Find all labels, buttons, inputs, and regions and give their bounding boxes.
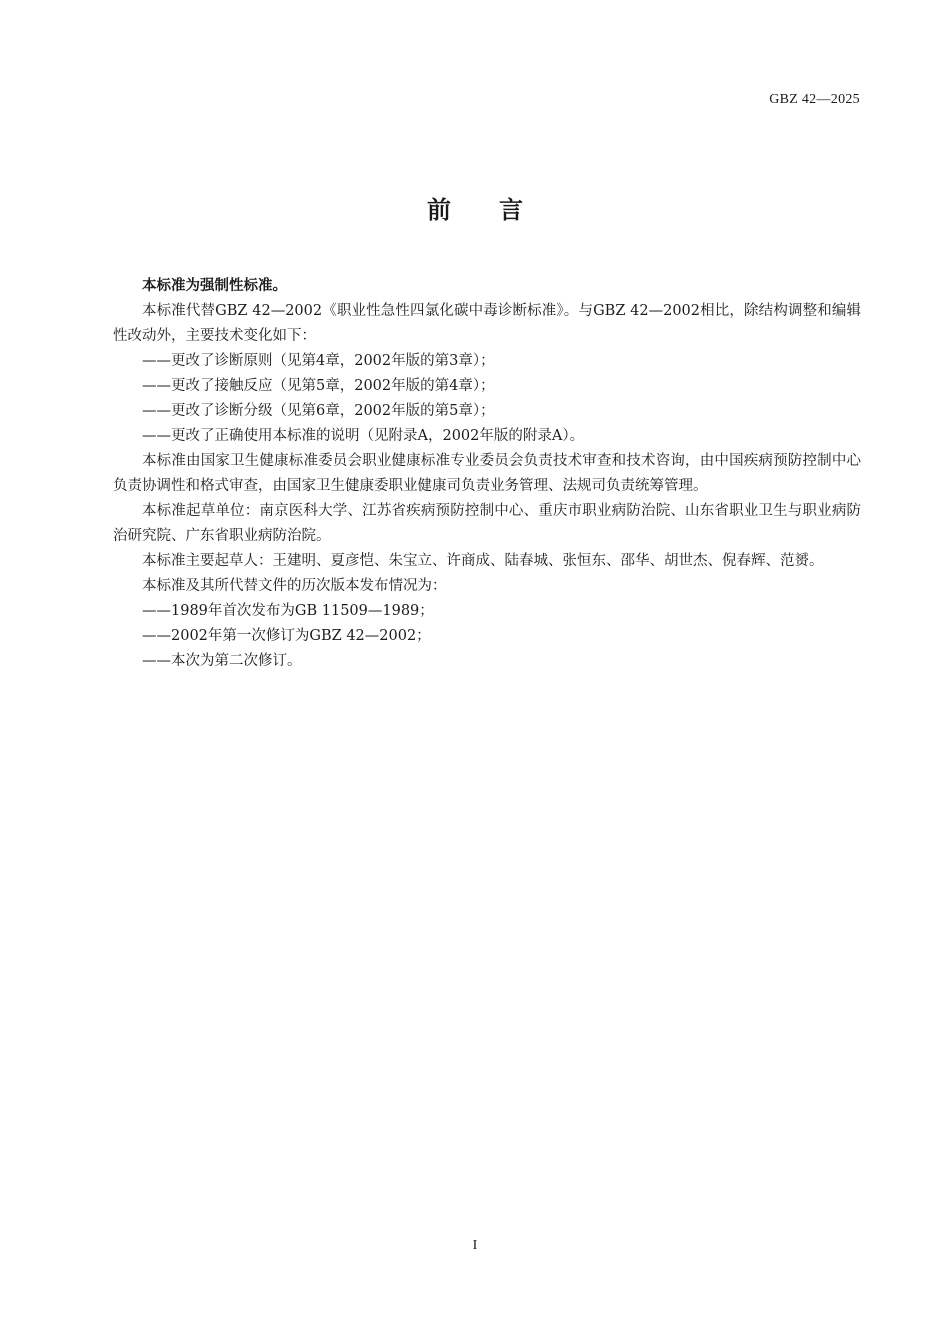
main-drafters: 本标准主要起草人：王建明、夏彦恺、朱宝立、许商成、陆春城、张恒东、邵华、胡世杰、倪春辉、范赟。	[142, 553, 824, 569]
change-item: ——更改了正确使用本标准的说明（见附录A，2002年版的附录A）。	[142, 428, 585, 444]
history-item: ——1989年首次发布为GB 11509—1989；	[142, 603, 434, 619]
standard-code: GBZ 42—2025	[769, 92, 860, 107]
drafting-units: 本标准起草单位：南京医科大学、江苏省疾病预防控制中心、重庆市职业病防治院、山东省职业卫生与职业病防治研究院、广东省职业病防治院。	[113, 503, 861, 544]
history-intro: 本标准及其所代替文件的历次版本发布情况为：	[142, 578, 447, 594]
page-number: I	[472, 1238, 478, 1253]
change-item: ——更改了诊断分级（见第6章，2002年版的第5章）；	[142, 403, 495, 419]
page-title: 前言	[427, 196, 571, 224]
mandatory-statement: 本标准为强制性标准。	[142, 278, 287, 294]
responsibility-statement: 本标准由国家卫生健康标准委员会职业健康标准专业委员会负责技术审查和技术咨询，由中国疾病预防控制中心负责协调性和格式审查，由国家卫生健康委职业健康司负责业务管理、法规司负责统筹管理。	[113, 453, 861, 494]
history-item: ——2002年第一次修订为GBZ 42—2002；	[142, 628, 431, 644]
change-item: ——更改了诊断原则（见第4章，2002年版的第3章）；	[142, 353, 495, 369]
replacement-statement: 本标准代替GBZ 42—2002《职业性急性四氯化碳中毒诊断标准》。与GBZ 42—2002相比，除结构调整和编辑性改动外，主要技术变化如下：	[113, 303, 861, 344]
history-item: ——本次为第二次修订。	[142, 653, 302, 669]
change-item: ——更改了接触反应（见第5章，2002年版的第4章）；	[142, 378, 495, 394]
preface-body	[113, 274, 861, 674]
